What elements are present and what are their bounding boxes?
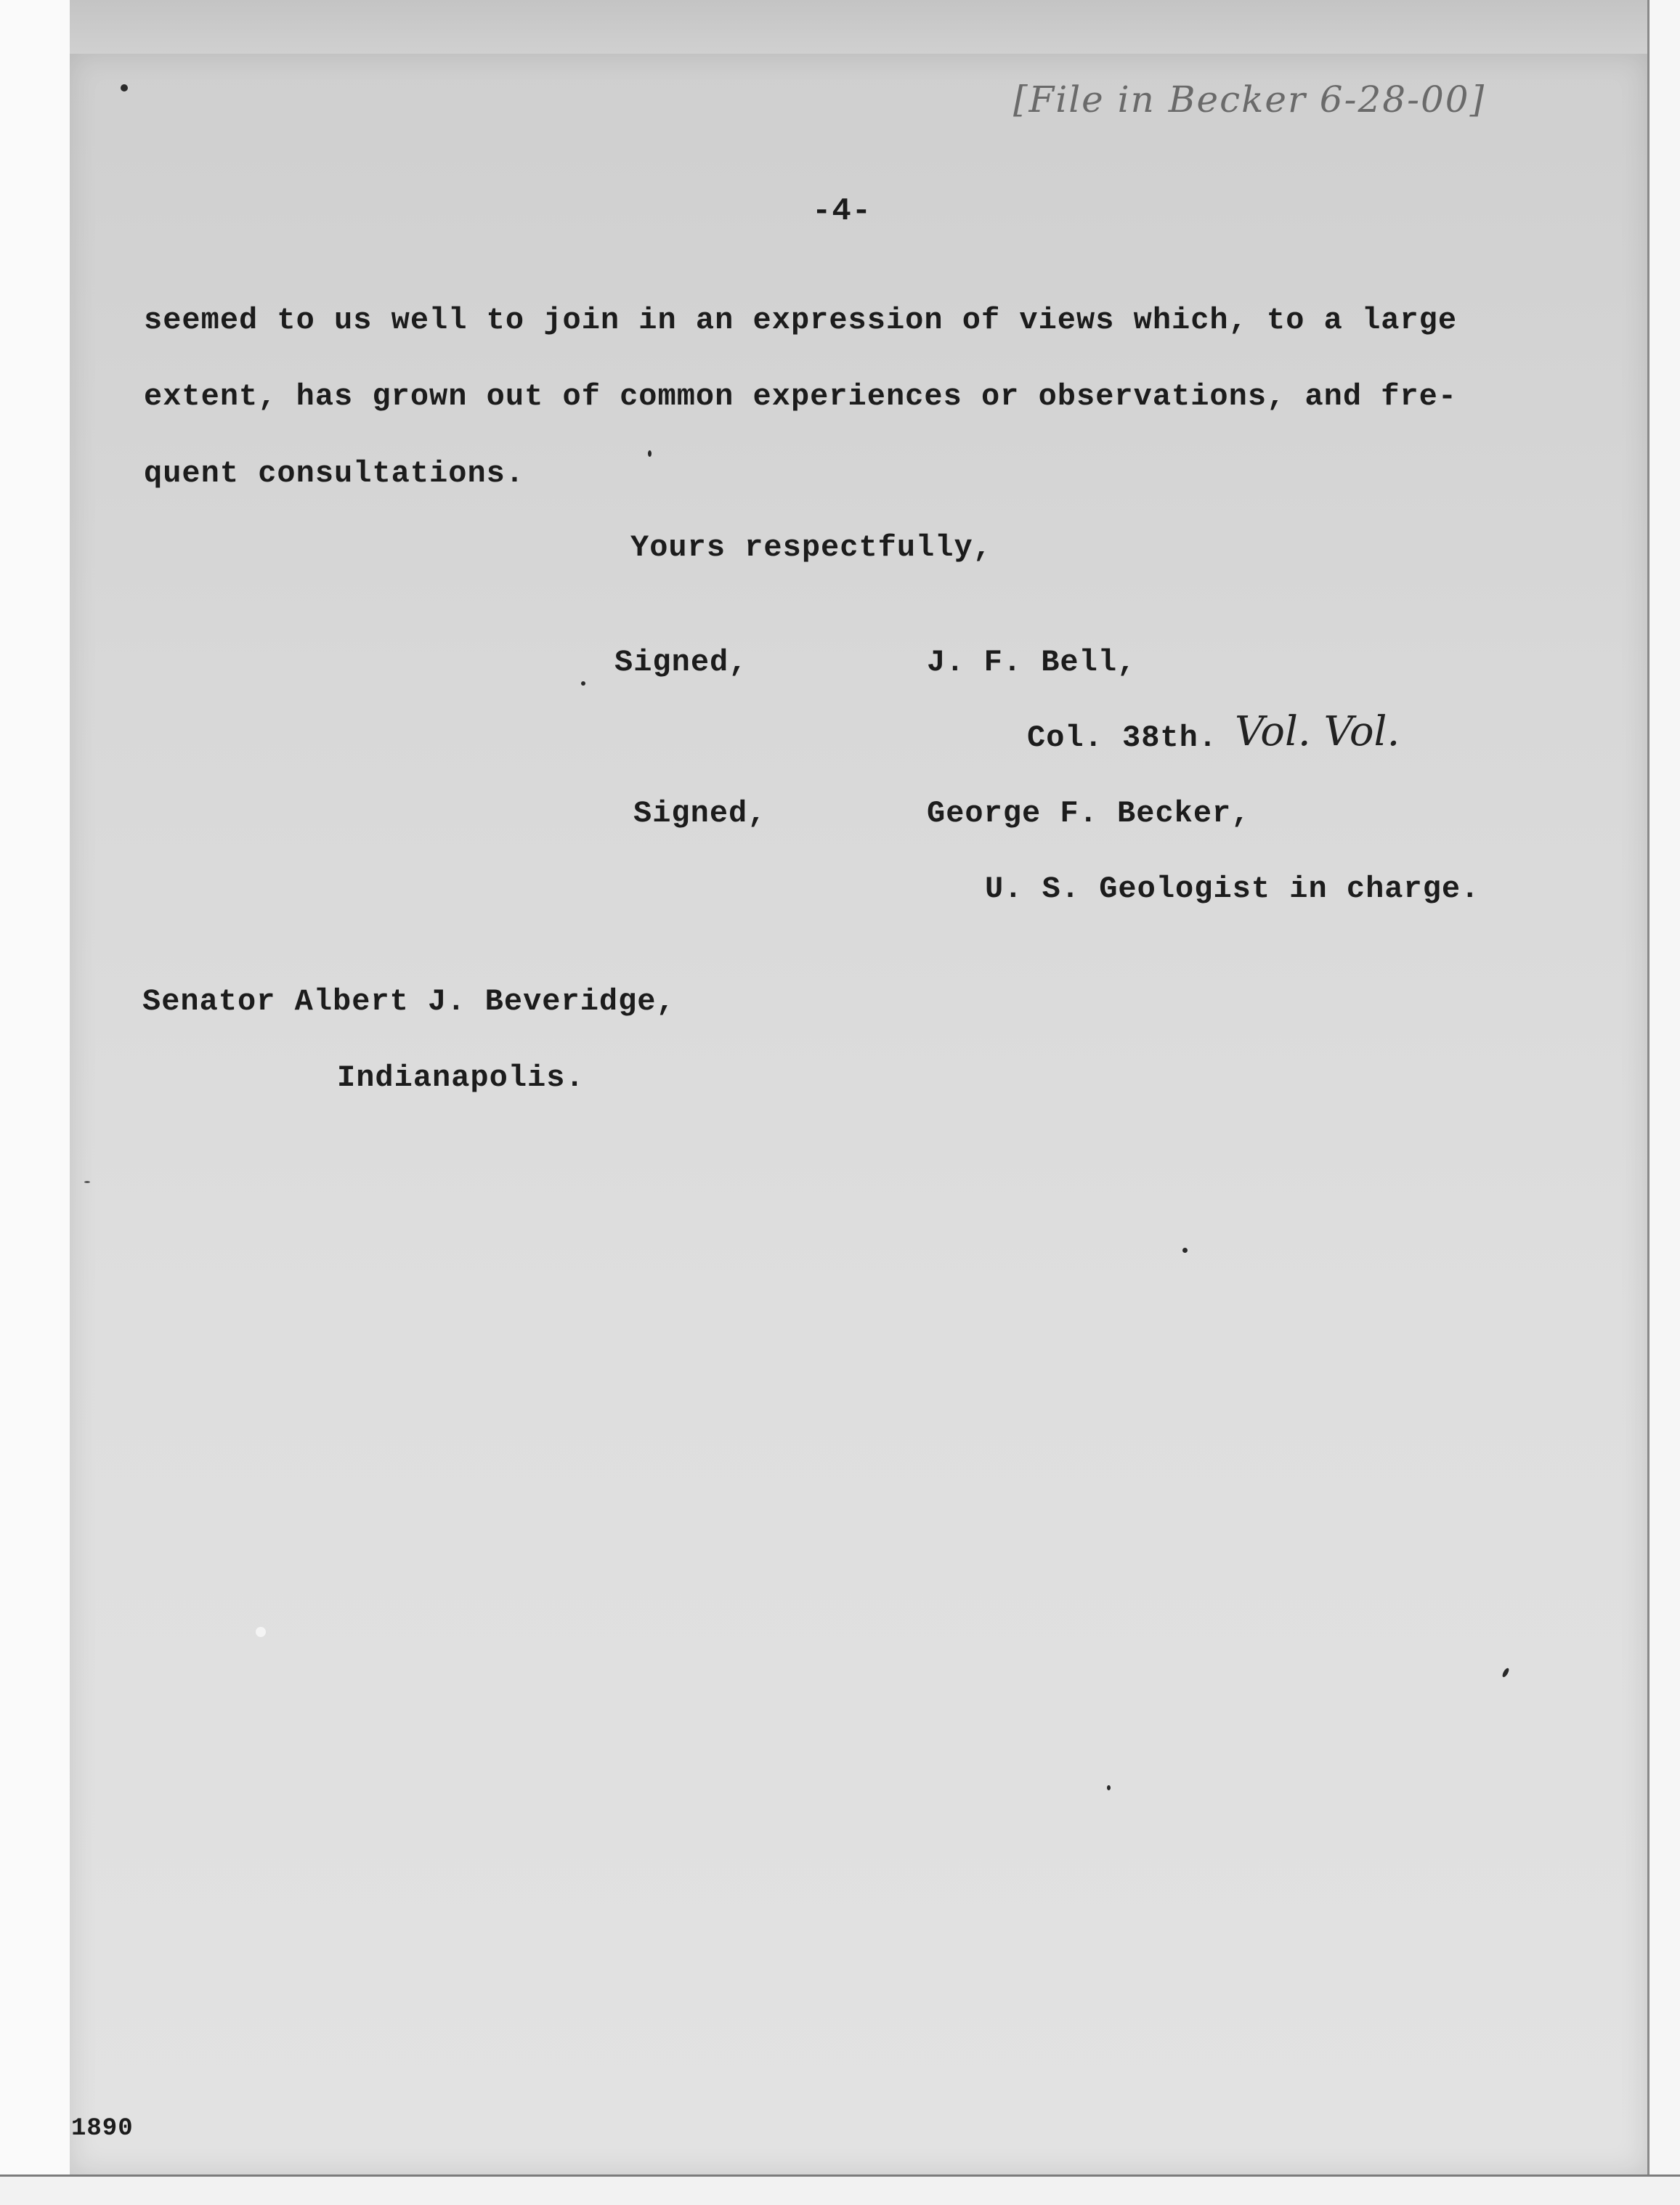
- signer-title-typed-1: Col. 38th.: [1027, 720, 1218, 755]
- paper-speck: [121, 84, 128, 92]
- body-line-1: seemed to us well to join in an expression of views which, to a large: [144, 303, 1458, 338]
- paper-speck: [581, 681, 585, 686]
- paper-speck: [84, 1181, 90, 1183]
- body-line-2: extent, has grown out of common experiences or observations, and fre-: [144, 379, 1458, 414]
- signer-title-2: U. S. Geologist in charge.: [985, 872, 1480, 906]
- paper-sheet: [70, 54, 1647, 2174]
- paper-speck: [256, 1627, 266, 1637]
- paper-top-strip: [70, 0, 1647, 54]
- paper-speck: [648, 450, 652, 457]
- paper-speck: [1182, 1248, 1188, 1253]
- scan-margin-right: [1647, 0, 1680, 2205]
- signed-label-1: Signed,: [614, 645, 748, 680]
- scan-margin-bottom: [0, 2174, 1680, 2205]
- signed-label-2: Signed,: [633, 796, 767, 831]
- addressee-name: Senator Albert J. Beveridge,: [142, 984, 675, 1019]
- signer-name-1: J. F. Bell,: [927, 645, 1137, 680]
- body-line-3: quent consultations.: [144, 456, 525, 491]
- addressee-city: Indianapolis.: [337, 1060, 585, 1095]
- paper-speck: [1107, 1785, 1111, 1790]
- handwritten-file-note: [File in Becker 6-28-00]: [1013, 78, 1486, 121]
- signer-title-handwritten-1: Vol. Vol.: [1235, 708, 1400, 755]
- archive-number: 1890: [71, 2115, 134, 2143]
- signer-name-2: George F. Becker,: [927, 796, 1251, 831]
- scan-margin-left: [0, 0, 70, 2205]
- page-number: -4-: [812, 193, 872, 230]
- closing: Yours respectfully,: [630, 530, 992, 565]
